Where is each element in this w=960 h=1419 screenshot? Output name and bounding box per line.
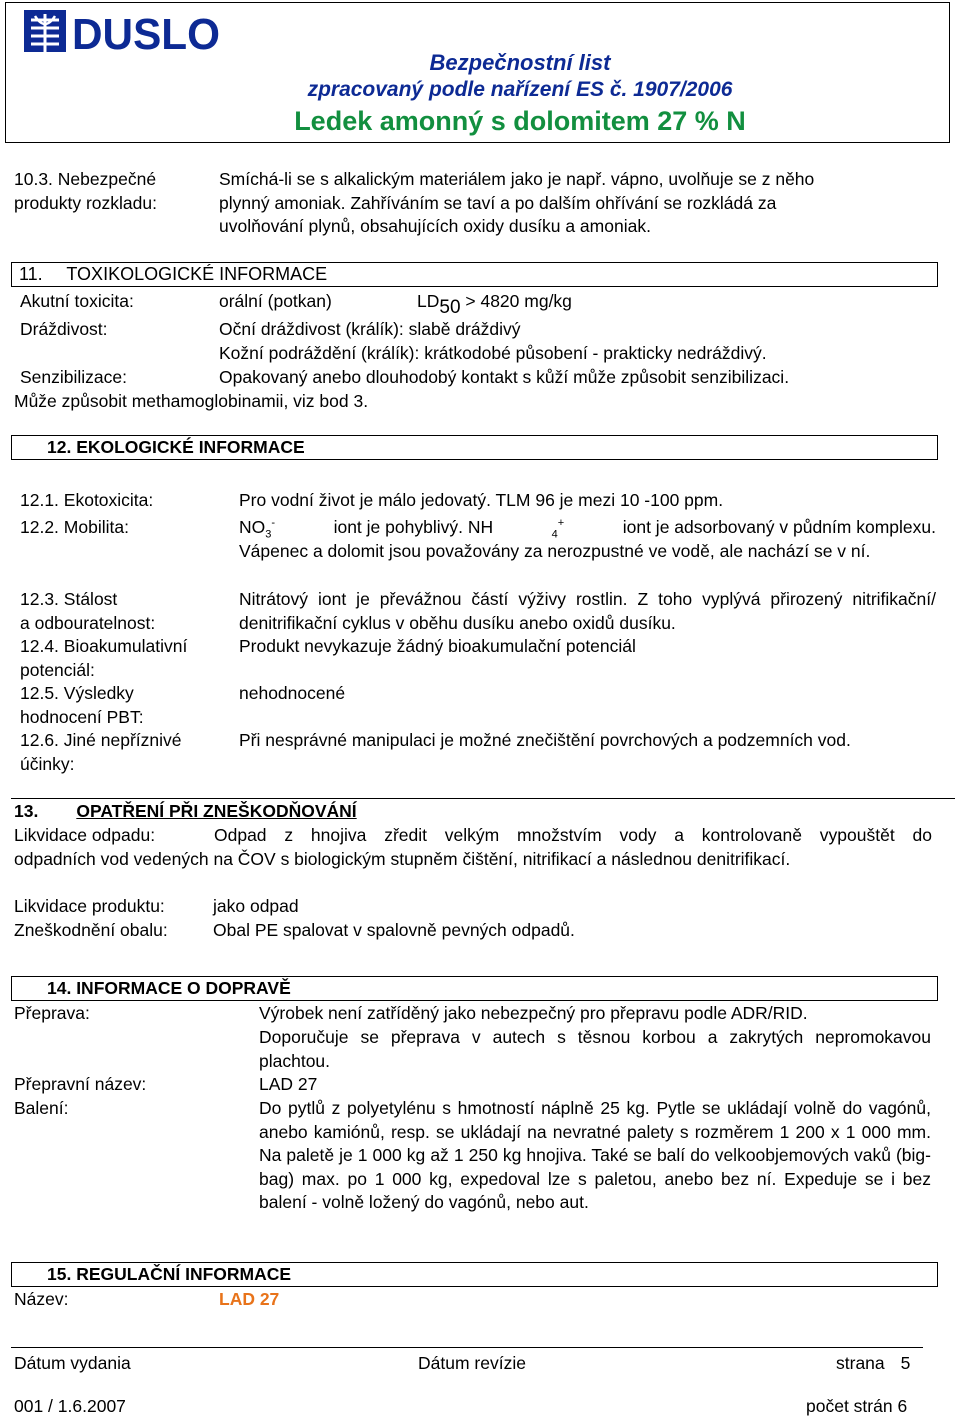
pack-text: Obal PE spalovat v spalovně pevných odpadů. bbox=[213, 920, 575, 940]
sens-label: Senzibilizace: bbox=[20, 367, 127, 387]
irrit-line2: Kožní podráždění (králík): krátkodobé působení - prakticky nedráždivý. bbox=[219, 343, 767, 363]
stab-text: Nitrátový iont je převážnou částí výživy rostlin. Z toho vyplývá přirozený nitrifikační/ denitrifikační cyklus v oběhu dusíku anebo oxidů dusíku. bbox=[239, 589, 936, 633]
s11-heading-num: 11. bbox=[19, 264, 43, 284]
s13-rule bbox=[11, 798, 955, 799]
prod-text: jako odpad bbox=[213, 896, 299, 916]
packaging-label: Balení: bbox=[14, 1098, 69, 1118]
logo-text: DUSLO bbox=[72, 10, 220, 58]
revision-label: Dátum revízie bbox=[418, 1353, 526, 1373]
packaging-text: Do pytlů z polyetylénu s hmotností náplně 25 kg. Pytle se ukládají volně do vagónů, anebo kamiónů, resp. se ukládají na nevratné palety s rozměrem 1 200 x 1 000 mm. Na paletě je 1 000 kg až 1 250 kg hnojiva. Také se balí do velkoobjemových vaků (big-bag) max. po 1 000 kg, expedoval lze s paletou, anebo bez ní. Expeduje se i bez balení - volně ložený do vagónů, nebo aut. bbox=[259, 1098, 931, 1212]
waste-text-2: odpadních vod vedených na ČOV s biologickým stupněm čištění, nitrifikací a následnou denitrifikací. bbox=[14, 849, 791, 869]
mob-line1: $NO_3^-$ iont je pohyblivý. NH $_4$+ iont je adsorbovaný v půdním komplexu. bbox=[239, 517, 936, 541]
transport-label: Přeprava: bbox=[14, 1003, 90, 1023]
acute-ld bbox=[417, 290, 572, 318]
s10-3-text bbox=[219, 168, 814, 239]
s14-heading: 14. INFORMACE O DOPRAVĚ bbox=[47, 978, 291, 998]
acute-route: orální (potkan) bbox=[219, 291, 332, 311]
page-number: 5 bbox=[900, 1353, 911, 1373]
mob-text-2: Vápenec a dolomit jsou považovány za nerozpustné ve vodě, ale nachází se v ní. bbox=[239, 541, 871, 561]
name-text: LAD 27 bbox=[259, 1074, 318, 1094]
pages-count: počet strán 6 bbox=[806, 1396, 908, 1416]
s10-3-line1: Smíchá-li se s alkalickým materiálem jako je např. vápno, uvolňuje se z něho bbox=[219, 169, 815, 189]
mob-label: 12.2. Mobilita: bbox=[20, 517, 129, 537]
transport-text-2: Doporučuje se přeprava v autech s těsnou korbou a zakrytých nepromokavou plachtou. bbox=[259, 1027, 931, 1071]
waste-label: Likvidace odpadu: bbox=[14, 825, 156, 845]
acute-label: Akutní toxicita: bbox=[20, 291, 134, 311]
pbt-text: nehodnocené bbox=[239, 683, 346, 703]
sens-text: Opakovaný anebo dlouhodobý kontakt s kůží může způsobit senzibilizaci. bbox=[219, 367, 790, 387]
s11-heading bbox=[19, 263, 327, 287]
reg-name-label: Název: bbox=[14, 1289, 69, 1309]
eco-label: 12.1. Ekotoxicita: bbox=[20, 490, 154, 510]
doc-title: Bezpečnostní list bbox=[429, 50, 611, 75]
waste-line1 bbox=[14, 824, 932, 848]
bio-text: Produkt nevykazuje žádný bioakumulační potenciál bbox=[239, 636, 636, 656]
product-name: Ledek amonný s dolomitem 27 % N bbox=[294, 106, 746, 136]
s10-3-label-line1: 10.3. Nebezpečné bbox=[14, 169, 157, 189]
eco-text: Pro vodní život je málo jedovatý. TLM 96 je mezi 10 -100 ppm. bbox=[239, 490, 724, 510]
bio-label: 12.4. Bioakumulativní potenciál: bbox=[20, 636, 188, 680]
ld-sub: 50 bbox=[439, 297, 461, 318]
waste-text: Odpad z hnojiva zředit velkým množstvím vody a kontrolovaně vypouštět do bbox=[214, 825, 932, 845]
footer-rule bbox=[11, 1347, 923, 1348]
issue-value: 001 / 1.6.2007 bbox=[14, 1396, 126, 1416]
other-text: Při nesprávné manipulaci je možné znečištění povrchových a podzemních vod. bbox=[239, 730, 851, 750]
reg-name-value: LAD 27 bbox=[219, 1289, 280, 1309]
s11-note: Může způsobit methamoglobinamii, viz bod 3. bbox=[14, 391, 369, 411]
irrit-line1: Oční dráždivost (králík): slabě dráždivý bbox=[219, 319, 521, 339]
s11-heading-text: TOXIKOLOGICKÉ INFORMACE bbox=[66, 264, 328, 284]
ld-value: > 4820 mg/kg bbox=[460, 291, 572, 311]
name-label: Přepravní název: bbox=[14, 1074, 147, 1094]
ld-text: LD bbox=[417, 291, 440, 311]
issue-label: Dátum vydania bbox=[14, 1353, 131, 1373]
page-label: strana 5 bbox=[836, 1353, 911, 1373]
s10-3-line3: uvolňování plynů, obsahujících oxidy dusíku a amoniak. bbox=[219, 216, 651, 236]
pbt-label: 12.5. Výsledky hodnocení PBT: bbox=[20, 683, 144, 727]
s10-3-label bbox=[14, 168, 157, 215]
s10-3-line2: plynný amoniak. Zahříváním se taví a po dalším ohřívání se rozkládá za bbox=[219, 192, 777, 213]
prod-label: Likvidace produktu: bbox=[14, 896, 165, 916]
doc-subtitle: zpracovaný podle nařízení ES č. 1907/2006 bbox=[307, 78, 733, 101]
irrit-label: Dráždivost: bbox=[20, 319, 108, 339]
stab-label: 12.3. Stálost a odbouratelnost: bbox=[20, 589, 156, 633]
transport-text-1: Výrobek není zatříděný jako nebezpečný pro přepravu podle ADR/RID. bbox=[259, 1003, 808, 1023]
s13-heading: 13. OPATŘENÍ PŘI ZNEŠKODŇOVÁNÍ bbox=[14, 801, 357, 821]
s10-3-label-line2: produkty rozkladu: bbox=[14, 192, 157, 213]
s12-heading: 12. EKOLOGICKÉ INFORMACE bbox=[47, 437, 305, 457]
pack-label: Zneškodnění obalu: bbox=[14, 920, 168, 940]
s15-heading: 15. REGULAČNÍ INFORMACE bbox=[47, 1264, 292, 1284]
other-label: 12.6. Jiné nepříznivé účinky: bbox=[20, 730, 182, 774]
